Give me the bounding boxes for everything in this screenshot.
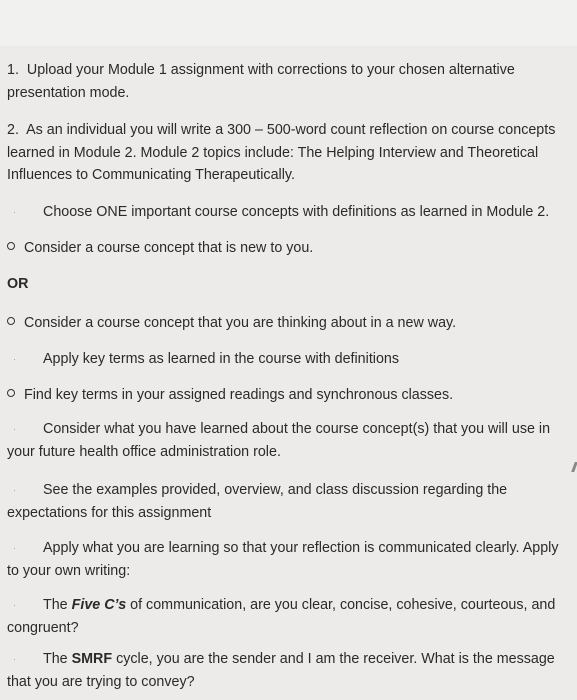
- item-2-number: 2.: [7, 122, 19, 138]
- bullet-item: [7, 479, 570, 524]
- bullet-dot-icon: ·: [13, 485, 16, 495]
- smrf-term: SMRF: [71, 651, 113, 667]
- bullet-text: Apply what you are learning so that your reflection is communicated clearly. Apply to your own writing:: [7, 540, 559, 579]
- bullet-text: See the examples provided, overview, and class discussion regarding the expectations for this assignment: [7, 482, 508, 521]
- circle-bullet-icon: [7, 242, 15, 250]
- bullet-item: [7, 418, 570, 463]
- bullet-text: Choose ONE important course concepts with definitions as learned in Module 2.: [43, 204, 550, 220]
- circle-item-text: Find key terms in your assigned readings and synchronous classes.: [24, 387, 454, 403]
- text-run: of communication, are you clear, concise, cohesive, courteous, and congruent?: [7, 597, 556, 636]
- top-band: [0, 0, 577, 46]
- text-run: The: [43, 597, 72, 613]
- bullet-dot-icon: ·: [13, 654, 16, 664]
- item-2-text: As an individual you will write a 300 – 500-word count reflection on course concepts learned in Module 2. Module 2 topics include: The Helping Interview and Theoretical Influences to Communicating Therapeutically.: [7, 122, 556, 183]
- text-run: The: [43, 651, 72, 667]
- item-2: [7, 119, 570, 187]
- edge-mark: [571, 462, 577, 472]
- item-1: [7, 59, 570, 104]
- bullet-dot-icon: ·: [13, 207, 16, 217]
- or-label: OR: [7, 276, 29, 292]
- five-cs-term: Five C’s: [71, 597, 127, 613]
- bullet-item: [7, 648, 570, 693]
- bullet-dot-icon: ·: [13, 600, 16, 610]
- bullet-dot-icon: ·: [13, 543, 16, 553]
- bullet-item: [7, 594, 570, 639]
- circle-bullet-icon: [7, 317, 15, 325]
- bullet-dot-icon: ·: [13, 354, 16, 364]
- bullet-text: [7, 594, 570, 639]
- bullet-text: Consider what you have learned about the course concept(s) that you will use in your future health office administration role.: [7, 421, 551, 460]
- circle-bullet-icon: [7, 389, 15, 397]
- item-1-text: Upload your Module 1 assignment with corrections to your chosen alternative presentation mode.: [7, 62, 515, 101]
- bullet-dot-icon: ·: [13, 424, 16, 434]
- circle-item: [7, 312, 570, 335]
- circle-item: [7, 237, 570, 260]
- bullet-item: [7, 348, 570, 371]
- circle-item-text: Consider a course concept that is new to you.: [24, 240, 314, 256]
- text-run: cycle, you are the sender and I am the receiver. What is the message that you are trying to convey?: [7, 651, 555, 690]
- bullet-text: Apply key terms as learned in the course with definitions: [43, 351, 400, 367]
- item-1-number: 1.: [7, 62, 19, 78]
- bullet-item: [7, 537, 570, 582]
- bullet-item: [7, 201, 570, 224]
- bullet-text: [7, 648, 570, 693]
- circle-item-text: Consider a course concept that you are thinking about in a new way.: [24, 315, 457, 331]
- circle-item: [7, 384, 570, 407]
